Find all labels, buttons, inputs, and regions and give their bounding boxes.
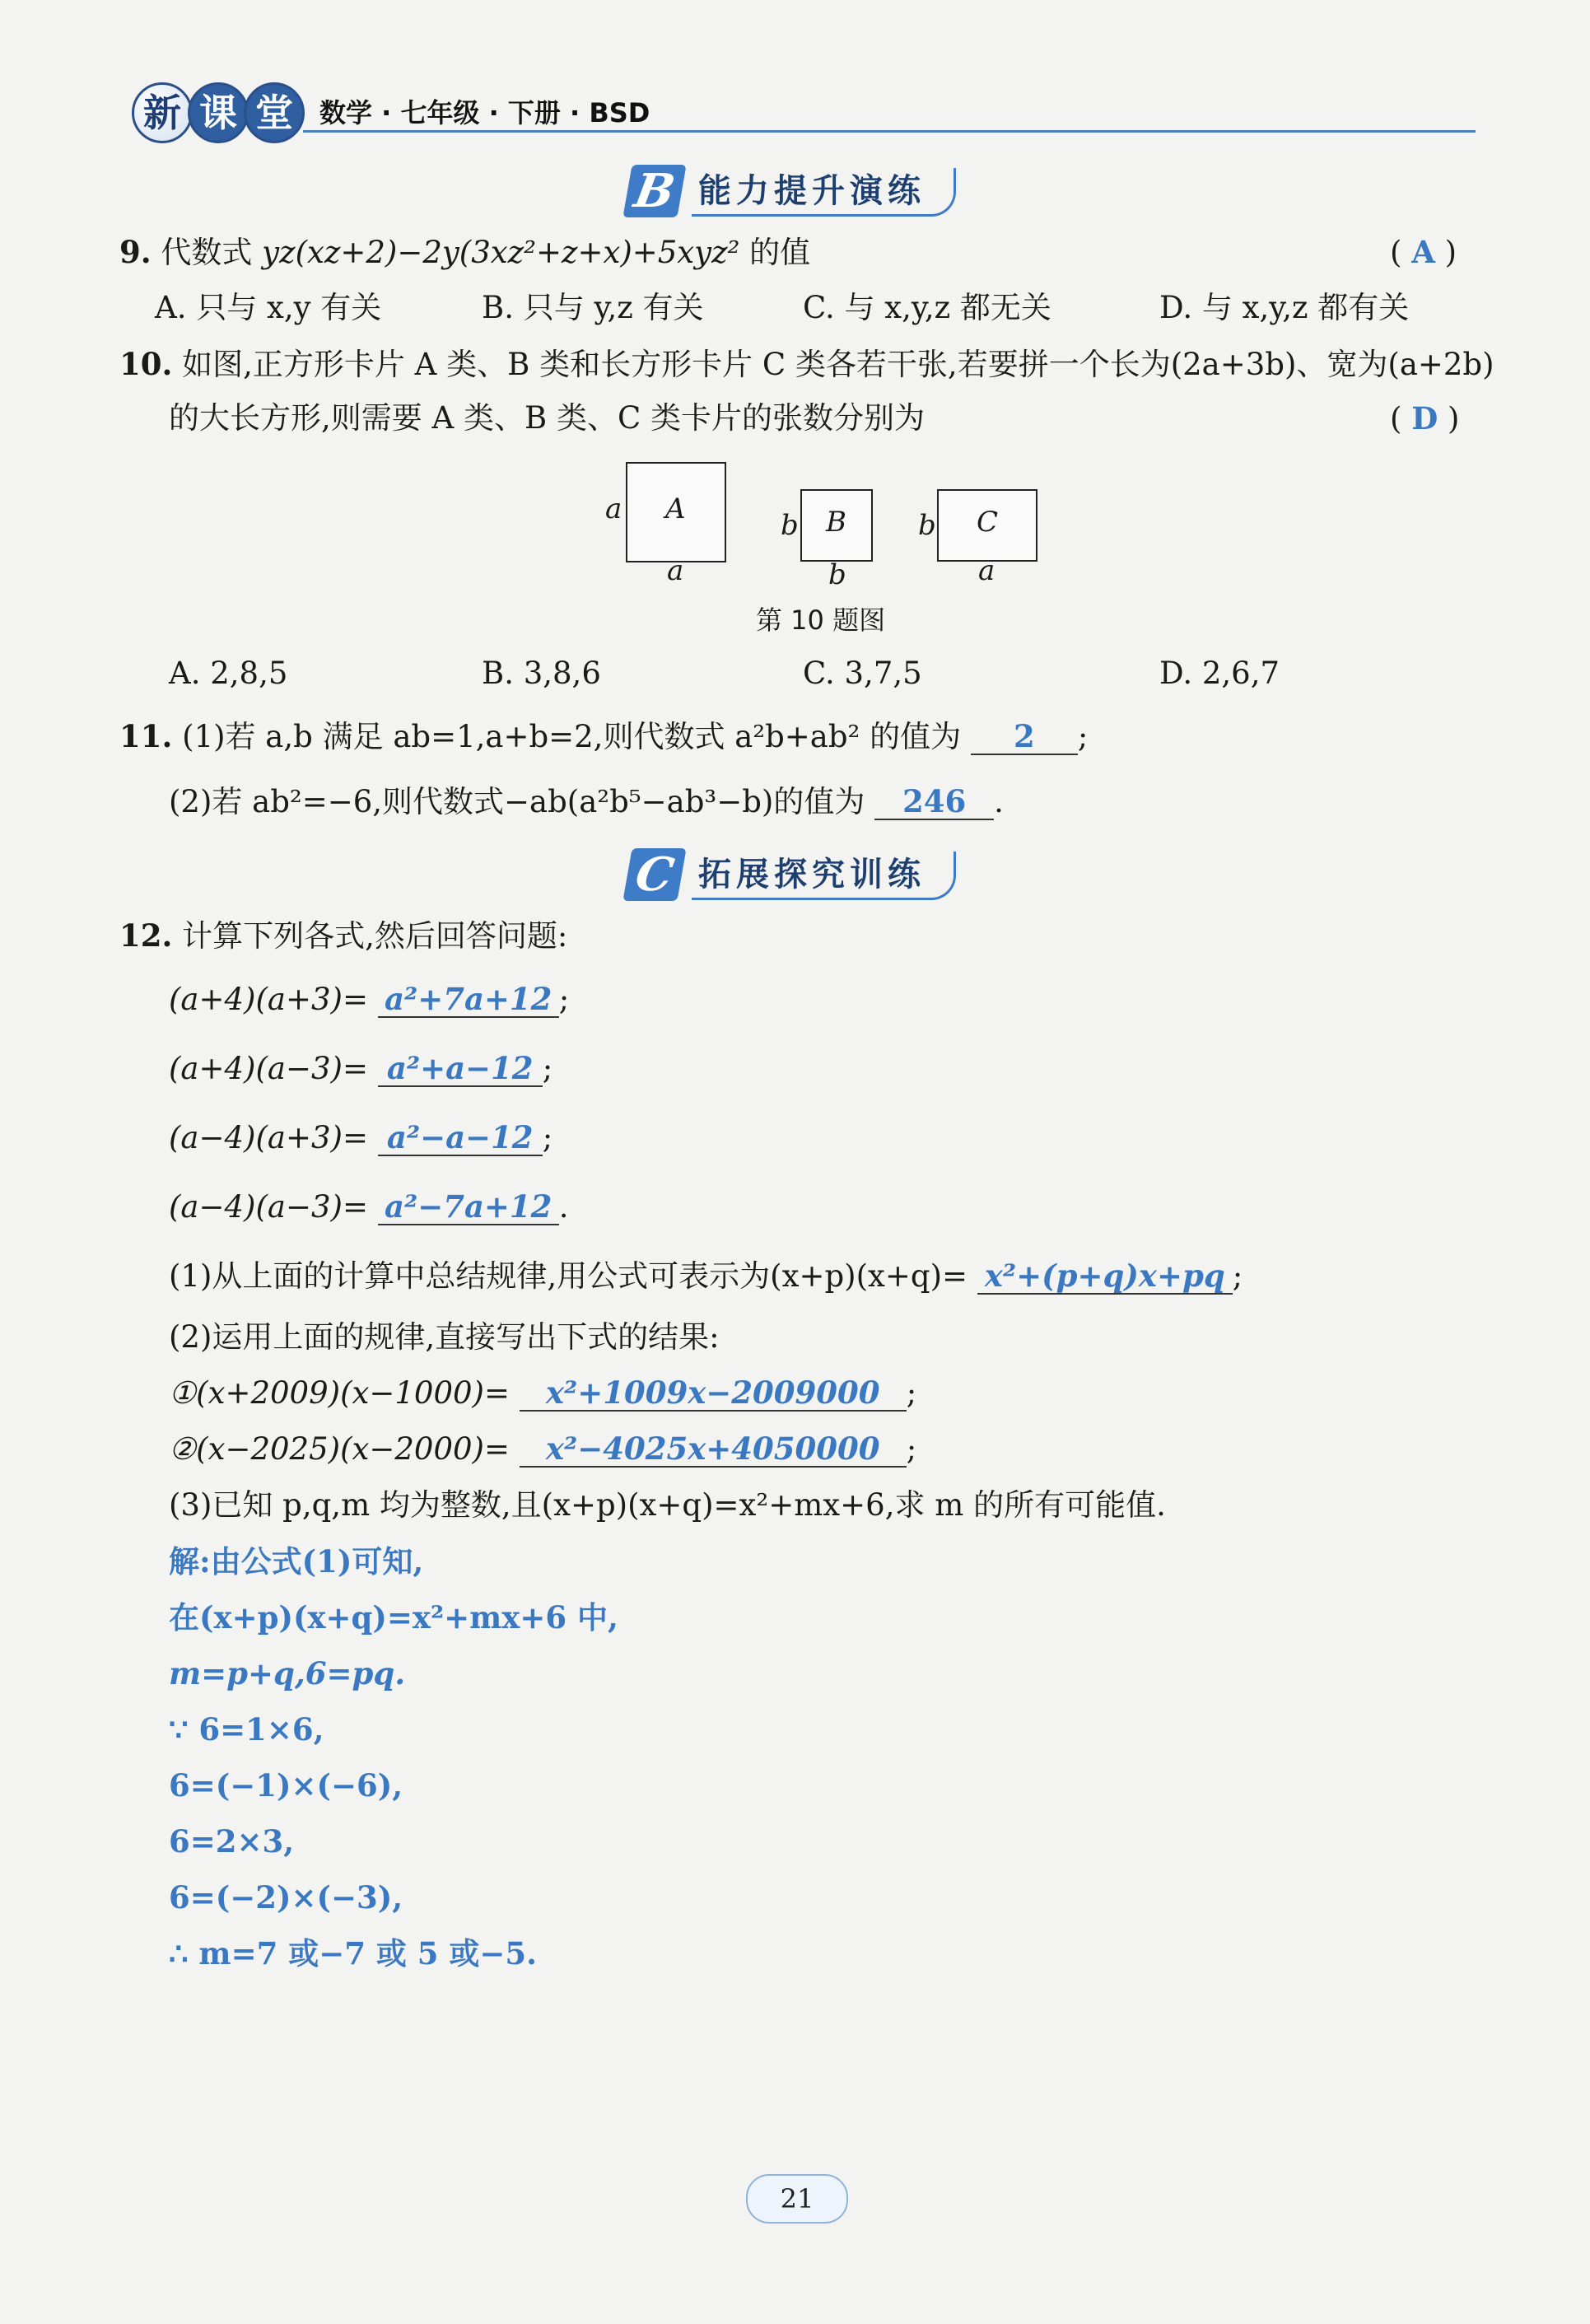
logo-char-2: 课 bbox=[199, 91, 237, 135]
q12-sub2: ②(x−2025)(x−2000)= bbox=[169, 1431, 510, 1467]
q12-row-3 bbox=[169, 1118, 553, 1158]
logo-char-1: 新 bbox=[143, 91, 181, 135]
q12-row-2-blank bbox=[378, 1052, 543, 1087]
q12-row-1-left: (a+4)(a+3)= bbox=[169, 982, 368, 1017]
card-b-label: B bbox=[826, 506, 846, 539]
q12-intro: 计算下列各式,然后回答问题: bbox=[182, 918, 568, 954]
card-c-label: C bbox=[977, 506, 999, 539]
q9-number: 9. bbox=[119, 234, 152, 270]
q9-option-b: B. 只与 y,z 有关 bbox=[482, 290, 704, 325]
q10-number: 10. bbox=[119, 346, 173, 382]
q12-row-4-left: (a−4)(a−3)= bbox=[169, 1189, 368, 1225]
q12-row-4-answer: a²−7a+12 bbox=[385, 1188, 553, 1225]
q11-part2: (2)若 ab²=−6,则代数式−ab(a²b⁵−ab³−b)的值为 bbox=[169, 784, 865, 819]
q12-row-3-answer: a²−a−12 bbox=[386, 1119, 534, 1155]
q10-answer: D bbox=[1411, 400, 1438, 436]
q12-row-4-end: . bbox=[558, 1189, 569, 1225]
q12-row-2-answer: a²+a−12 bbox=[386, 1050, 534, 1086]
q11-part1: (1)若 a,b 满足 ab=1,a+b=2,则代数式 a²b+ab² 的值为 bbox=[182, 719, 962, 754]
q12-sub1-answer: x²+1009x−2009000 bbox=[545, 1374, 880, 1411]
q12-sub2-answer: x²−4025x+4050000 bbox=[545, 1430, 880, 1467]
q12-row-2-left: (a+4)(a−3)= bbox=[169, 1051, 368, 1086]
logo-char-3: 堂 bbox=[255, 91, 293, 135]
q10-line2: 的大长方形,则需要 A 类、B 类、C 类卡片的张数分别为 bbox=[169, 400, 926, 436]
page: 新 课 堂 数学 · 七年级 · 下册 · BSD B 能力提升演练 9. 代数式 yz(xz+2)−2y(3xz²+z+x)+5xyz² 的值 ( A ) A. 只与 x,y 有关 B. 只与 y,z 有关 C. 与 x,y,z 都无关 D. 与 x,y,z 都有关 10. 如图,正方形卡片 A 类、B 类和长方形卡片 C 类各若干张,若要拼一个长为(2a+3b)、宽为(a+2b) 的大长方形,则需要 A 类、B 类、C 类卡片的张数分别为 ( D ) A a a B b b C b a 第 10 题图 A. 2,8,5 B. 3,8,6 C. 3,7,5 D. 2,6,7 11. (1)若 a,b 满足 ab=1,a+b=2,则代数式 a²b+ab² 的值为 2 ; (2)若 ab²=−6,则代数式−ab(a²b⁵−ab³−b)的值为 246 . C 拓展探究训练 12. 计算下列各式,然后回答问题: (a+4)(a+3)= a²+7a+12 ; (a+4)(a−3)= a²+a−12 ; (a−4)(a+3)= a²−a−12 ; (a−4)(a−3)= a²−7a+12 . (1)从上面的计算中总结规律,用公式可表示为(x+p)(x+q)= x²+(p+q)x+pq ; (2)运用上面的规律,直接写出下式的结果: ①(x+2009)(x−1000)= x²+1009x−2009000 ; ②(x−2025)(x−2000)= x²−4025x+4050000 ; (3)已知 p,q,m 均为整数,且(x+p)(x+q)=x²+mx+6,求 m 的所有可能值. 解:由公式(1)可知, 在(x+p)(x+q)=x²+mx+6 中, m=p+q,6=pq. ∵ 6=1×6, 6=(−1)×(−6), 6=2×3, 6=(−2)×(−3), ∴ m=7 或−7 或 5 或−5. 21 bbox=[0, 0, 1590, 2324]
q12-row-3-end: ; bbox=[542, 1120, 553, 1155]
solution-line-2: 在(x+p)(x+q)=x²+mx+6 中, bbox=[169, 1599, 618, 1636]
section-c-title: 拓展探究训练 bbox=[692, 852, 956, 900]
q9-option-d: D. 与 x,y,z 都有关 bbox=[1159, 290, 1410, 325]
q12-part1-answer: x²+(p+q)x+pq bbox=[984, 1258, 1225, 1294]
section-c-banner bbox=[627, 848, 973, 901]
q12-part1-blank bbox=[977, 1259, 1233, 1295]
solution-line-8: ∴ m=7 或−7 或 5 或−5. bbox=[169, 1935, 537, 1972]
q12-row-3-blank bbox=[378, 1121, 543, 1156]
page-number: 21 bbox=[746, 2174, 848, 2224]
q12-row-4 bbox=[169, 1188, 568, 1227]
q12-part3: (3)已知 p,q,m 均为整数,且(x+p)(x+q)=x²+mx+6,求 m 的所有可能值. bbox=[169, 1487, 1166, 1523]
q12-row-2 bbox=[169, 1049, 553, 1089]
q12-sub2-blank bbox=[520, 1432, 907, 1468]
q12-row-1 bbox=[169, 980, 569, 1020]
figure-caption: 第 10 题图 bbox=[756, 604, 886, 636]
card-c-side: b bbox=[918, 509, 936, 542]
card-b-bottom: b bbox=[828, 558, 846, 591]
solution-line-1: 解:由公式(1)可知, bbox=[169, 1543, 424, 1580]
solution-line-5: 6=(−1)×(−6), bbox=[169, 1767, 403, 1804]
q12-part2: (2)运用上面的规律,直接写出下式的结果: bbox=[169, 1319, 720, 1355]
q9-answer-bracket: ( A ) bbox=[1390, 234, 1457, 270]
q12-row-1-answer: a²+7a+12 bbox=[385, 981, 553, 1017]
solution-line-4: ∵ 6=1×6, bbox=[169, 1711, 324, 1748]
q9-suffix: 的值 bbox=[749, 235, 811, 270]
q12-sub1-blank bbox=[520, 1376, 907, 1412]
section-b-banner bbox=[627, 165, 973, 217]
subject-line: 数学 · 七年级 · 下册 · BSD bbox=[319, 97, 650, 128]
q11-number: 11. bbox=[119, 718, 173, 754]
q10-option-b: B. 3,8,6 bbox=[482, 656, 601, 691]
q11-blank-1 bbox=[971, 720, 1078, 755]
card-a-label: A bbox=[665, 492, 686, 525]
q10-line1: 如图,正方形卡片 A 类、B 类和长方形卡片 C 类各若干张,若要拼一个长为(2a+3b)、宽为(a+2b) bbox=[182, 347, 1494, 382]
q12-row-4-blank bbox=[378, 1190, 559, 1225]
q9-option-a: A. 只与 x,y 有关 bbox=[155, 290, 382, 325]
card-b-side: b bbox=[781, 509, 799, 542]
q12-sub1: ①(x+2009)(x−1000)= bbox=[169, 1375, 510, 1411]
q12-part1: (1)从上面的计算中总结规律,用公式可表示为(x+p)(x+q)= bbox=[169, 1258, 968, 1294]
q10-answer-bracket: ( D ) bbox=[1390, 400, 1460, 436]
solution-line-7: 6=(−2)×(−3), bbox=[169, 1879, 403, 1916]
q9-expression: yz(xz+2)−2y(3xz²+z+x)+5xyz² bbox=[262, 235, 740, 270]
q10-option-a: A. 2,8,5 bbox=[169, 656, 288, 691]
q12-row-2-end: ; bbox=[542, 1051, 553, 1086]
q12-row-1-end: ; bbox=[558, 982, 570, 1017]
q9-option-c: C. 与 x,y,z 都无关 bbox=[803, 290, 1051, 325]
section-b-title: 能力提升演练 bbox=[692, 168, 956, 217]
card-c-bottom: a bbox=[978, 554, 995, 587]
solution-line-6: 6=2×3, bbox=[169, 1823, 295, 1860]
q11-answer-1: 2 bbox=[1014, 718, 1035, 754]
header-rule bbox=[303, 130, 1476, 133]
q11-answer-2: 246 bbox=[902, 783, 967, 819]
card-a-side: a bbox=[605, 492, 622, 525]
section-b-letter: B bbox=[622, 165, 686, 217]
q9-text: 代数式 bbox=[161, 235, 253, 270]
section-c-letter: C bbox=[622, 848, 686, 901]
q12-row-1-blank bbox=[378, 982, 559, 1018]
q10-option-c: C. 3,7,5 bbox=[803, 656, 922, 691]
solution-line-3: m=p+q,6=pq. bbox=[169, 1655, 406, 1692]
q12-number: 12. bbox=[119, 917, 173, 954]
card-a-bottom: a bbox=[667, 554, 684, 587]
q11-blank-2 bbox=[874, 785, 994, 820]
q12-row-3-left: (a−4)(a+3)= bbox=[169, 1120, 368, 1155]
q10-option-d: D. 2,6,7 bbox=[1159, 656, 1280, 691]
q9-answer: A bbox=[1411, 234, 1435, 270]
